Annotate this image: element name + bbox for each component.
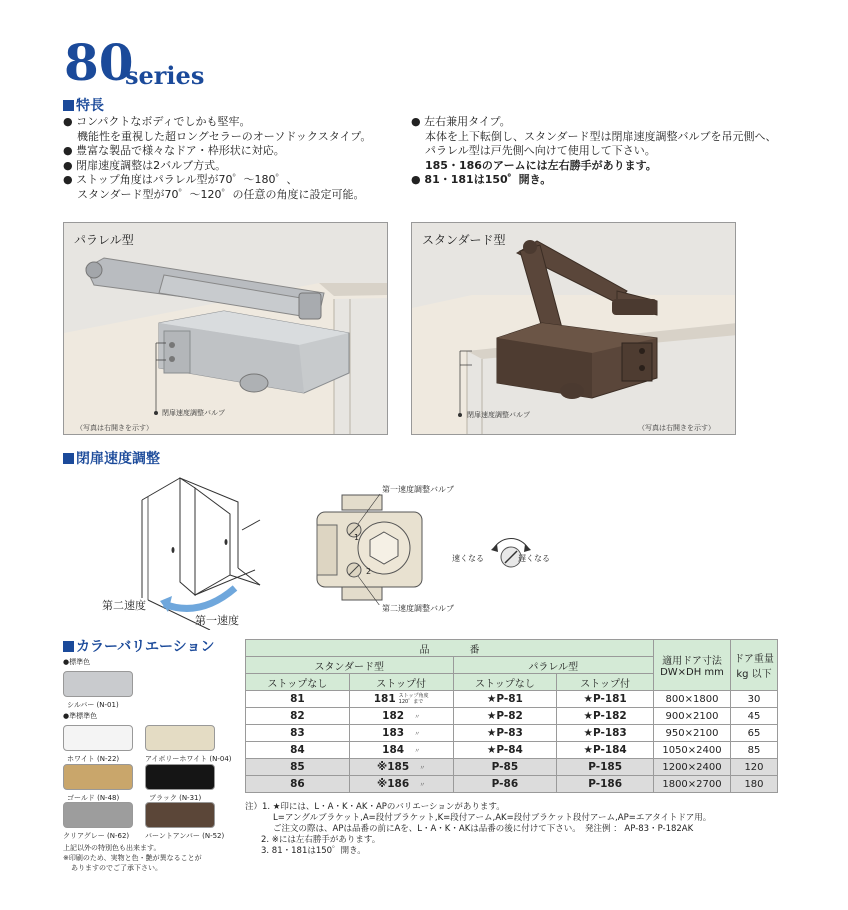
valve-number-1: 1: [354, 533, 360, 542]
feature-line: ● コンパクトなボディでしかも堅牢。: [63, 115, 251, 128]
cell: 86: [246, 776, 350, 793]
swatch-burnt-amber: [145, 802, 215, 828]
cell: 82: [246, 708, 350, 725]
table-row: [246, 759, 778, 776]
color-note: 上記以外の特別色も出来ます。: [63, 844, 161, 852]
speed-heading: 閉扉速度調整: [63, 452, 160, 466]
heading-square-icon: [63, 641, 74, 652]
cell: 84: [246, 742, 350, 759]
features-left: [63, 115, 371, 202]
header-door-weight: ドア重量 kg 以下: [730, 640, 777, 691]
spec-table: [245, 639, 778, 793]
header-door-size: 適用ドア寸法 DW×DH mm: [654, 640, 731, 691]
table-notes: [245, 802, 711, 857]
table-row: [246, 708, 778, 725]
swatch-label: ゴールド (N-48): [67, 794, 120, 802]
feature-line: スタンダード型が70゜～120゜の任意の角度に設定可能。: [77, 187, 365, 201]
features-heading: 特長: [63, 99, 104, 113]
cell-stop: 181 ストップ角度 120゜まで: [349, 691, 453, 708]
cell: ★P-82: [453, 708, 557, 725]
first-valve-label: 第一速度調整バルブ: [382, 485, 454, 494]
first-speed-label: 第一速度: [195, 614, 239, 627]
features-right: [411, 115, 777, 188]
cell: 950×2100: [654, 725, 731, 742]
header-no-stop: ストップなし: [453, 674, 557, 691]
valve-body-illustration: [312, 490, 432, 605]
cell-stop: 184 〃: [349, 742, 453, 759]
valve-number-2: 2: [366, 567, 372, 576]
cell: P-185: [557, 759, 654, 776]
color-note: ありますのでご了承下さい。: [71, 864, 162, 872]
feature-line: 機能性を重視した超ロングセラーのオーソドックスタイプ。: [77, 129, 372, 143]
feature-line: ● 閉扉速度調整は2バルブ方式。: [63, 158, 227, 172]
swatch-black: [145, 764, 215, 790]
cell: ★P-181: [557, 691, 654, 708]
photo-standard: [411, 222, 736, 435]
header-no-stop: ストップなし: [246, 674, 350, 691]
cell: 800×1800: [654, 691, 731, 708]
table-note: 3. 81・181は150゜開き。: [261, 846, 366, 856]
parallel-note: （写真は右開きを示す）: [76, 424, 153, 432]
cell: 1200×2400: [654, 759, 731, 776]
feature-line: ● 豊富な製品で様々なドア・枠形状に対応。: [63, 144, 285, 157]
swatch-ivory-white: [145, 725, 215, 751]
heading-square-icon: [63, 100, 74, 111]
table-row: [246, 691, 778, 708]
cell: 83: [246, 725, 350, 742]
cell: ★P-184: [557, 742, 654, 759]
table-note: 2. ※には左右勝手があります。: [261, 835, 381, 845]
cell-stop: ※186 〃: [349, 776, 453, 793]
swatch-white: [63, 725, 133, 751]
header-stop: ストップ付: [349, 674, 453, 691]
table-row: [246, 742, 778, 759]
swatch-label: クリアグレー (N-62): [63, 832, 130, 840]
cell: P-86: [453, 776, 557, 793]
cell-stop: ※185 〃: [349, 759, 453, 776]
swatch-label: ブラック (N-31): [149, 794, 202, 802]
cell: 81: [246, 691, 350, 708]
table-note: L=アングルブラケット,A=段付ブラケット,K=段付アーム,AK=段付ブラケット段付アーム,AP=エアタイトドア用。: [273, 813, 712, 823]
color-notes: [63, 843, 202, 873]
header-parallel: パラレル型: [453, 657, 654, 674]
second-speed-label: 第二速度: [102, 599, 146, 612]
feature-line-bold: 185・186のアームには左右勝手があります。: [425, 158, 657, 172]
table-note: 注）1. ★印には、L・A・K・AK・APのバリエーションがあります。: [245, 802, 505, 812]
cell: 85: [730, 742, 777, 759]
semi-standard-color-label: ●準標準色: [63, 712, 98, 720]
table-header-row: [246, 640, 778, 657]
parallel-valve-label: 閉扉速度調整バルブ: [162, 409, 225, 417]
header-standard: スタンダード型: [246, 657, 454, 674]
feature-line: ● ストップ角度はパラレル型が70゜～180゜、: [63, 173, 298, 186]
series-suffix: series: [125, 61, 205, 90]
cell: 1050×2400: [654, 742, 731, 759]
feature-line: 本体を上下転倒し、スタンダード型は閉扉速度調整バルブを吊元側へ、: [425, 129, 777, 143]
standard-label: スタンダード型: [422, 233, 506, 247]
feature-line: ● 左右兼用タイプ。: [411, 115, 511, 128]
swatch-label: アイボリーホワイト (N-04): [145, 755, 232, 763]
cell: 120: [730, 759, 777, 776]
second-valve-label: 第二速度調整バルブ: [382, 604, 454, 613]
swatch-label: シルバー (N-01): [67, 701, 119, 709]
swatch-clear-gray: [63, 802, 133, 828]
standard-valve-label: 閉扉速度調整バルブ: [467, 411, 530, 419]
cell-stop: 182 〃: [349, 708, 453, 725]
cell: ★P-81: [453, 691, 557, 708]
colors-heading: カラーバリエーション: [63, 640, 214, 654]
cell: 180: [730, 776, 777, 793]
cell: 65: [730, 725, 777, 742]
cell: ★P-84: [453, 742, 557, 759]
table-note: ご注文の際は、APは品番の前にAを、L・A・K・AKは品番の後に付けて下さい。 発注例 ： AP-83・P-182AK: [273, 824, 694, 834]
heading-square-icon: [63, 453, 74, 464]
swatch-label: バーントアンバー (N-52): [145, 832, 225, 840]
parallel-closer-illustration: [64, 223, 388, 435]
table-row: [246, 725, 778, 742]
swatch-gold: [63, 764, 133, 790]
standard-closer-illustration: [412, 223, 736, 435]
cell: 85: [246, 759, 350, 776]
cell: P-85: [453, 759, 557, 776]
cell-stop: 183 〃: [349, 725, 453, 742]
cell: 900×2100: [654, 708, 731, 725]
feature-line: パラレル型は戸先側へ向けて使用して下さい。: [425, 144, 656, 157]
header-stop: ストップ付: [557, 674, 654, 691]
photo-parallel: [63, 222, 388, 435]
cell: P-186: [557, 776, 654, 793]
cell: ★P-183: [557, 725, 654, 742]
cell: 45: [730, 708, 777, 725]
swatch-silver: [63, 671, 133, 697]
cell: ★P-83: [453, 725, 557, 742]
color-note: ※印刷のため、実物と色・艶が異なることが: [63, 854, 202, 862]
header-hinban: 品 番: [246, 640, 654, 657]
standard-color-label: ●標準色: [63, 658, 91, 666]
feature-line-bold: ● 81・181は150゜開き。: [411, 173, 552, 186]
standard-note: （写真は右開きを示す）: [638, 424, 715, 432]
cell: ★P-182: [557, 708, 654, 725]
table-row: [246, 776, 778, 793]
slower-label: 遅くなる: [518, 554, 550, 563]
cell: 30: [730, 691, 777, 708]
series-number: 80: [64, 33, 134, 92]
swatch-label: ホワイト (N-22): [67, 755, 120, 763]
parallel-label: パラレル型: [74, 233, 134, 247]
faster-label: 速くなる: [452, 554, 484, 563]
cell: 1800×2700: [654, 776, 731, 793]
